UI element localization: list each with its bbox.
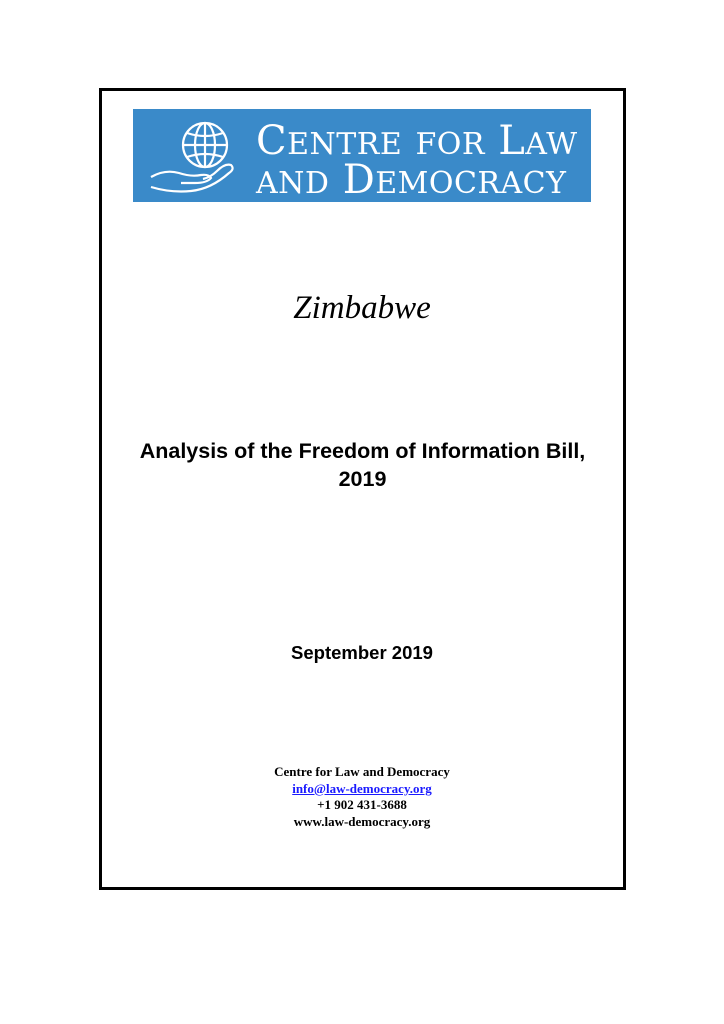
document-date: September 2019 <box>291 642 433 663</box>
contact-block <box>0 764 724 830</box>
title-line-2: 2019 <box>338 467 387 491</box>
logo-text-line1: CENTRE FOR LAW <box>256 118 578 164</box>
title-line-1: Analysis of the Freedom of Information Bill, <box>139 439 586 463</box>
contact-website: www.law-democracy.org <box>293 813 431 829</box>
country-heading: Zimbabwe <box>293 290 431 326</box>
document-title <box>99 437 626 493</box>
organization-logo <box>133 109 591 202</box>
logo-text-line2: AND DEMOCRACY <box>256 157 567 203</box>
contact-organization: Centre for Law and Democracy <box>274 764 450 779</box>
globe-in-hand-icon <box>147 117 243 195</box>
contact-email-link[interactable]: info@law-democracy.org <box>292 780 432 796</box>
contact-phone: +1 902 431-3688 <box>317 797 407 812</box>
